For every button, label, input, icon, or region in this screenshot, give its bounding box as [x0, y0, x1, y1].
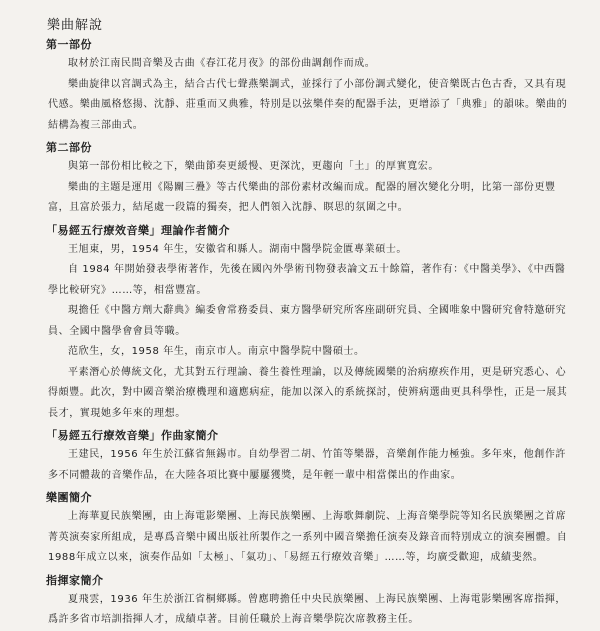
paragraph: 王旭東，男，1954 年生，安徽省和縣人。湖南中醫學院金匱專業碩士。	[68, 243, 408, 255]
section-heading: 樂團簡介	[46, 491, 92, 504]
section-heading: 指揮家簡介	[46, 573, 104, 587]
paragraph: 范欣生，女，1958 年生，南京市人。南京中醫學院中醫碩士。	[68, 346, 365, 357]
paragraph: 上海華夏民族樂團，由上海電影樂團、上海民族樂團、上海歌舞劇院、上海音樂學院等知名民族樂團之首席菁英演奏家所組成，是專爲音樂中國出版社所製作之一系列中國音樂擔任演奏及錄音而特別成立的演奏團體。自1988年成立以來，演奏作品如「太極」、「氣功」、「易經五行療效音樂」……等，均廣受歡迎，成績斐然。	[48, 511, 568, 563]
page-title: 樂曲解說	[47, 18, 104, 33]
paragraph: 平素潛心於傳統文化，尤其對五行理論、養生養性理論，以及傳統國樂的治病療疾作用，更是研究悉心、心得頗豐。此次，對中國音樂治療機理和適應病症，能加以深入的系統探討，使辨病選曲更具科學性，正是一展其長才，實現她多年來的理想。	[48, 366, 568, 419]
section-theory-authors	[48, 222, 570, 425]
section-heading: 第一部份	[46, 38, 92, 51]
section-heading: 「易經五行療效音樂」理論作者簡介	[46, 223, 230, 237]
section-part-two	[48, 139, 570, 219]
section-conductor	[48, 572, 570, 631]
paragraph: 王建民，1956 年生於江蘇省無錫市。自幼學習二胡、竹笛等樂器，音樂創作能力極強。多年來，他創作許多不同體裁的音樂作品，在大陸各項比賽中屢屢獲獎，是年輕一輩中相當傑出的作曲家。	[48, 449, 567, 481]
section-orchestra	[48, 489, 570, 569]
section-part-one	[48, 36, 570, 136]
paragraph: 現擔任《中醫方劑大辭典》編委會常務委員、東方醫學研究所客座副研究員、全國唯象中醫研究會特邀研究員、全國中醫學會會員等職。	[48, 305, 567, 337]
section-heading: 「易經五行療效音樂」作曲家簡介	[46, 429, 219, 442]
paragraph: 與第一部份相比較之下，樂曲節奏更緩慢、更深沈，更趨向「土」的厚實寬宏。	[68, 161, 439, 172]
paragraph: 取材於江南民間音樂及古曲《春江花月夜》的部份曲調創作而成。	[68, 58, 376, 69]
paragraph: 自 1984 年開始發表學術著作，先後在國內外學術刊物發表論文五十餘篇，著作有：《中醫美學》、《中西醫學比較研究》……等，相當豐富。	[48, 264, 566, 296]
section-heading: 第二部份	[46, 141, 92, 154]
paragraph: 樂曲的主題是運用《陽關三疊》等古代樂曲的部份素材改編而成。配器的層次變化分明，比第一部份更豐富，且富於張力，結尾處一段篇的獨奏，把人們領入沈靜、瞑思的氛圍之中。	[48, 181, 556, 213]
paragraph: 夏飛雲，1936 年生於浙江省桐鄉縣。曾應聘擔任中央民族樂團、上海民族樂團、上海電影樂團客席指揮，爲許多省市培訓指揮人才，成績卓著。目前任職於上海音樂學院次席教務主任。	[48, 593, 567, 625]
section-composer	[48, 427, 570, 486]
paragraph: 樂曲旋律以宮調式為主，結合古代七聲燕樂調式，並採行了小部份調式變化，使音樂既古色古香，又具有現代感。樂曲風格悠揚、沈靜、莊重而又典雅，特別是以弦樂伴奏的配器手法，更增添了「典雅」的韻味。樂曲的結構為複三部曲式。	[48, 78, 568, 131]
